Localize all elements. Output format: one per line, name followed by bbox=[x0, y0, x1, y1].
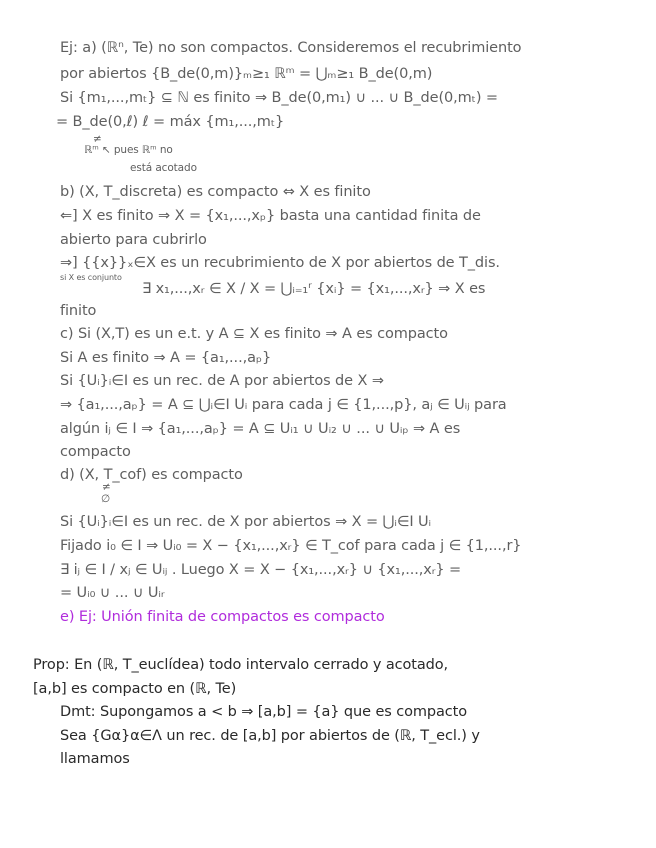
note-annotation-emptyset: ∅ bbox=[101, 493, 111, 505]
note-line-23: ∃ iⱼ ∈ I / xⱼ ∈ Uᵢⱼ . Luego X = X − {x₁,...,xᵣ} ∪ {x₁,...,xᵣ} = bbox=[60, 562, 462, 578]
note-line-12: finito bbox=[60, 303, 97, 319]
note-line-2: por abiertos {B_de(0,m)}ₘ≥₁ ℝᵐ = ⋃ₘ≥₁ B_de(0,m) bbox=[60, 66, 433, 82]
note-line-24: = Uᵢ₀ ∪ ... ∪ Uᵢᵣ bbox=[60, 585, 165, 601]
note-line-10: ⇒] {{x}}ₓ∈X es un recubrimiento de X por abiertos de T_dis. bbox=[60, 255, 500, 271]
note-proof-line-1: Dmt: Supongamos a < b ⇒ [a,b] = {a} que es compacto bbox=[60, 704, 468, 720]
note-annotation-neq: ≠ bbox=[93, 133, 102, 145]
note-line-6: está acotado bbox=[130, 162, 197, 174]
note-proof-line-2: Sea {Gα}α∈Λ un rec. de [a,b] por abiertos de (ℝ, T_ecl.) y bbox=[60, 728, 480, 744]
note-line-18: compacto bbox=[60, 444, 131, 460]
note-line-3: Si {m₁,...,mₜ} ⊆ ℕ es finito ⇒ B_de(0,m₁) ∪ ... ∪ B_de(0,mₜ) = bbox=[60, 90, 498, 106]
note-line-8: ⇐] X es finito ⇒ X = {x₁,...,xₚ} basta una cantidad finita de bbox=[60, 208, 481, 224]
note-proof-line-3: llamamos bbox=[60, 751, 130, 767]
note-line-19: d) (X, T_cof) es compacto bbox=[60, 467, 243, 483]
note-annotation-neq-2: ≠ bbox=[102, 481, 111, 493]
note-line-9: abierto para cubrirlo bbox=[60, 232, 207, 248]
note-line-5: ℝᵐ ↖ pues ℝᵐ no bbox=[84, 144, 173, 156]
note-line-22: Fijado i₀ ∈ I ⇒ Uᵢ₀ = X − {x₁,...,xᵣ} ∈ T_cof para cada j ∈ {1,...,r} bbox=[60, 538, 522, 554]
note-line-14: Si A es finito ⇒ A = {a₁,...,aₚ} bbox=[60, 350, 272, 366]
note-prop-line-1: Prop: En (ℝ, T_euclídea) todo intervalo cerrado y acotado, bbox=[33, 657, 449, 673]
note-line-4: = B_de(0,ℓ) ℓ = máx {m₁,...,mₜ} bbox=[56, 114, 285, 130]
note-line-7: b) (X, T_discreta) es compacto ⇔ X es finito bbox=[60, 184, 371, 200]
note-line-1: Ej: a) (ℝⁿ, Te) no son compactos. Consideremos el recubrimiento bbox=[60, 40, 522, 56]
note-line-25-highlight: e) Ej: Unión finita de compactos es compacto bbox=[60, 609, 385, 625]
note-line-15: Si {Uᵢ}ᵢ∈I es un rec. de A por abiertos de X ⇒ bbox=[60, 373, 384, 389]
note-line-17: algún iⱼ ∈ I ⇒ {a₁,...,aₚ} = A ⊆ Uᵢ₁ ∪ Uᵢ₂ ∪ ... ∪ Uᵢₚ ⇒ A es bbox=[60, 421, 461, 437]
note-annotation-conjunto: si X es conjunto bbox=[60, 273, 122, 282]
note-prop-line-2: [a,b] es compacto en (ℝ, Te) bbox=[33, 681, 237, 697]
note-line-11: ∃ x₁,...,xᵣ ∈ X / X = ⋃ᵢ₌₁ʳ {xᵢ} = {x₁,...,xᵣ} ⇒ X es bbox=[142, 281, 486, 297]
note-line-16: ⇒ {a₁,...,aₚ} = A ⊆ ⋃ᵢ∈I Uᵢ para cada j ∈ {1,...,p}, aⱼ ∈ Uᵢⱼ para bbox=[60, 397, 507, 413]
note-line-21: Si {Uᵢ}ᵢ∈I es un rec. de X por abiertos ⇒ X = ⋃ᵢ∈I Uᵢ bbox=[60, 514, 432, 530]
note-line-13: c) Si (X,T) es un e.t. y A ⊆ X es finito ⇒ A es compacto bbox=[60, 326, 448, 342]
